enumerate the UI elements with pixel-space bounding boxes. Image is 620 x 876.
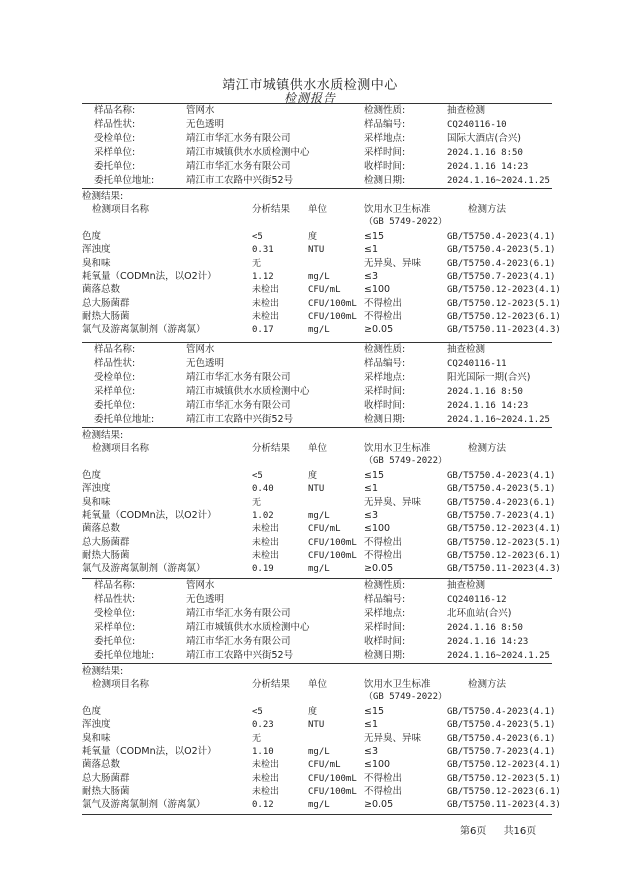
row-result: <5 [252,707,263,717]
row-item: 色度 [82,470,102,481]
row-method: GB/T5750.12-2023(4.1) [447,760,561,771]
info-label: 检测性质: [364,344,406,355]
info-value: 无色透明 [186,594,225,605]
row-standard: ≤100 [364,284,391,296]
row-unit: 度 [308,471,318,481]
row-item: 氯气及游离氯制剂（游离氯） [82,799,206,811]
row-unit: CFU/100mL [308,311,357,322]
info-value: 2024.1.16 14:23 [447,162,529,172]
row-unit: 度 [308,232,318,242]
info-value: 靖江市华汇水务有限公司 [186,161,291,172]
info-label: 采样地点: [364,372,406,383]
row-item: 耗氧量（CODMn法，以O2计） [82,509,217,521]
row-method: GB/T5750.4-2023(5.1) [447,245,556,256]
info-label: 采样时间: [364,386,406,397]
row-unit: CFU/100mL [308,298,357,309]
row-standard: 无异臭、异味 [364,732,422,744]
row-result: 未检出 [252,285,280,296]
info-label: 样品名称: [94,105,136,116]
block-top-rule [82,342,552,343]
row-unit: CFU/mL [308,285,341,296]
row-method: GB/T5750.4-2023(4.1) [447,471,556,481]
col-header-method: 检测方法 [468,679,507,690]
report-subtitle: 检测报告 [283,91,336,105]
info-label: 样品名称: [94,344,136,355]
row-item: 菌落总数 [82,759,121,771]
info-label: 受检单位: [94,608,136,619]
info-value: 2024.1.16~2024.1.25 [447,176,550,186]
row-method: GB/T5750.7-2023(4.1) [447,746,556,757]
sample-block [82,103,561,339]
row-method: GB/T5750.7-2023(4.1) [447,510,556,521]
col-header-result: 分析结果 [252,443,291,454]
row-standard: ≤3 [364,509,379,521]
info-value: 靖江市工农路中兴街52号 [186,414,294,425]
info-value: 靖江市华汇水务有限公司 [186,372,291,383]
info-bottom-rule [82,663,552,664]
row-result: 无 [252,258,262,269]
info-value: 2024.1.16 8:50 [447,148,523,158]
row-item: 浑浊度 [82,244,111,256]
row-item: 氯气及游离氯制剂（游离氯） [82,324,206,336]
row-unit: CFU/mL [308,524,341,535]
row-item: 臭和味 [82,732,111,744]
row-unit: NTU [308,484,325,495]
info-bottom-rule [82,188,552,189]
row-result: 0.17 [252,325,274,336]
row-result: 未检出 [252,786,280,797]
info-label: 样品编号: [364,119,406,130]
info-value: 靖江市华汇水务有限公司 [186,400,291,411]
info-label: 委托单位地址: [94,650,155,661]
col-header-standard-sub: （GB 5749-2022） [364,217,448,227]
col-header-method: 检测方法 [468,204,507,215]
row-result: 未检出 [252,550,280,561]
info-label: 采样单位: [94,622,136,633]
row-item: 耐热大肠菌 [82,310,130,322]
info-bottom-rule [82,427,552,428]
info-label: 收样时间: [364,400,406,411]
row-method: GB/T5750.12-2023(4.1) [447,524,561,535]
col-header-unit: 单位 [308,443,328,454]
row-item: 色度 [82,706,102,717]
row-item: 浑浊度 [82,483,111,495]
info-value: 无色透明 [186,119,225,130]
row-standard: 无异臭、异味 [364,257,422,269]
row-item: 耗氧量（CODMn法，以O2计） [82,270,217,282]
row-method: GB/T5750.4-2023(6.1) [447,733,556,744]
row-standard: ≤100 [364,759,391,771]
info-label: 样品编号: [364,358,406,369]
row-unit: CFU/mL [308,760,341,771]
page-number: 第6页 [460,826,487,837]
info-label: 委托单位: [94,161,136,172]
block-top-rule [82,578,552,579]
row-standard: ≤15 [364,706,385,717]
row-item: 总大肠菌群 [82,772,130,784]
row-result: <5 [252,232,263,242]
row-result: 未检出 [252,537,280,548]
row-unit: NTU [308,720,325,731]
row-item: 耐热大肠菌 [82,549,130,561]
row-unit: CFU/100mL [308,773,357,784]
block-top-rule [82,103,552,104]
col-header-standard: 饮用水卫生标准 [364,443,431,454]
row-unit: mg/L [308,800,330,811]
info-value: 2024.1.16~2024.1.25 [447,651,550,661]
col-header-standard: 饮用水卫生标准 [364,679,431,690]
row-result: 1.12 [252,271,274,282]
row-unit: mg/L [308,746,330,757]
row-result: 无 [252,733,262,744]
row-item: 氯气及游离氯制剂（游离氯） [82,563,206,575]
row-method: GB/T5750.4-2023(4.1) [447,707,556,717]
info-label: 受检单位: [94,133,136,144]
col-header-item: 检测项目名称 [92,679,150,690]
row-method: GB/T5750.11-2023(4.3) [447,564,561,575]
info-value: 管网水 [186,105,215,116]
row-unit: CFU/100mL [308,786,357,797]
row-standard: ≥0.05 [364,324,394,336]
row-method: GB/T5750.4-2023(5.1) [447,484,556,495]
row-item: 臭和味 [82,257,111,269]
sample-block [82,578,561,814]
row-result: 0.40 [252,484,274,495]
row-result: 0.12 [252,800,274,811]
col-header-item: 检测项目名称 [92,443,150,454]
row-method: GB/T5750.11-2023(4.3) [447,800,561,811]
row-item: 色度 [82,231,102,242]
row-standard: ≤1 [364,244,379,256]
row-result: 1.02 [252,510,274,521]
info-label: 采样地点: [364,133,406,144]
row-standard: ≤3 [364,270,379,282]
row-result: 0.19 [252,564,274,575]
row-unit: mg/L [308,271,330,282]
info-label: 委托单位地址: [94,414,155,425]
row-result: 0.31 [252,245,274,256]
info-value: 靖江市城镇供水水质检测中心 [186,147,310,158]
row-item: 菌落总数 [82,284,121,296]
row-method: GB/T5750.12-2023(5.1) [447,773,561,784]
row-result: 未检出 [252,773,280,784]
row-result: 未检出 [252,298,280,309]
info-value: CQ240116-10 [447,120,507,130]
info-label: 样品名称: [94,580,136,591]
col-header-standard: 饮用水卫生标准 [364,204,431,215]
row-method: GB/T5750.4-2023(6.1) [447,258,556,269]
info-label: 检测性质: [364,105,406,116]
row-result: 未检出 [252,524,280,535]
info-value: 无色透明 [186,358,225,369]
row-result: <5 [252,471,263,481]
row-method: GB/T5750.12-2023(5.1) [447,298,561,309]
info-label: 委托单位: [94,400,136,411]
row-unit: mg/L [308,510,330,521]
row-standard: ≤1 [364,483,379,495]
page-total: 共16页 [503,826,537,837]
info-label: 样品性状: [94,119,136,130]
row-method: GB/T5750.4-2023(6.1) [447,497,556,508]
info-label: 采样地点: [364,608,406,619]
row-standard: 不得检出 [364,297,403,309]
col-header-unit: 单位 [308,679,328,690]
info-label: 检测日期: [364,175,406,186]
info-value: 抽查检测 [447,105,486,116]
info-value: 北环血站(合兴) [447,608,512,619]
info-value: 阳光国际一期(合兴) [447,372,531,383]
row-standard: 不得检出 [364,785,403,797]
row-item: 耐热大肠菌 [82,785,130,797]
info-value: 靖江市华汇水务有限公司 [186,133,291,144]
row-item: 菌落总数 [82,523,121,535]
results-heading: 检测结果: [82,430,124,441]
info-value: 靖江市城镇供水水质检测中心 [186,386,310,397]
row-standard: ≤3 [364,745,379,757]
info-label: 收样时间: [364,636,406,647]
info-value: 抽查检测 [447,344,486,355]
row-method: GB/T5750.11-2023(4.3) [447,325,561,336]
row-method: GB/T5750.4-2023(5.1) [447,720,556,731]
row-standard: 无异臭、异味 [364,496,422,508]
row-standard: ≤100 [364,523,391,535]
row-unit: mg/L [308,325,330,336]
row-unit: NTU [308,245,325,256]
row-method: GB/T5750.12-2023(6.1) [447,786,561,797]
info-value: 靖江市城镇供水水质检测中心 [186,622,310,633]
row-item: 耗氧量（CODMn法，以O2计） [82,745,217,757]
info-value: 靖江市工农路中兴街52号 [186,650,294,661]
row-standard: 不得检出 [364,549,403,561]
row-result: 未检出 [252,760,280,771]
row-item: 总大肠菌群 [82,536,130,548]
info-value: 2024.1.16 14:23 [447,637,529,647]
row-method: GB/T5750.4-2023(4.1) [447,232,556,242]
info-value: 靖江市华汇水务有限公司 [186,608,291,619]
row-result: 未检出 [252,311,280,322]
row-result: 1.10 [252,746,274,757]
row-unit: CFU/100mL [308,537,357,548]
info-value: 靖江市工农路中兴街52号 [186,175,294,186]
row-unit: CFU/100mL [308,550,357,561]
info-label: 委托单位地址: [94,175,155,186]
page-bottom-rule [82,814,552,815]
row-standard: 不得检出 [364,536,403,548]
row-standard: 不得检出 [364,310,403,322]
info-label: 受检单位: [94,372,136,383]
row-method: GB/T5750.7-2023(4.1) [447,271,556,282]
info-value: 2024.1.16~2024.1.25 [447,415,550,425]
col-header-standard-sub: （GB 5749-2022） [364,692,448,702]
col-header-standard-sub: （GB 5749-2022） [364,456,448,466]
info-label: 收样时间: [364,161,406,172]
col-header-unit: 单位 [308,204,328,215]
info-value: 管网水 [186,580,215,591]
col-header-item: 检测项目名称 [92,204,150,215]
row-result: 无 [252,497,262,508]
report-title: 靖江市城镇供水水质检测中心 [222,78,398,93]
row-standard: ≤1 [364,719,379,731]
info-value: 2024.1.16 8:50 [447,623,523,633]
info-value: 靖江市华汇水务有限公司 [186,636,291,647]
info-label: 检测性质: [364,580,406,591]
row-item: 总大肠菌群 [82,297,130,309]
col-header-result: 分析结果 [252,204,291,215]
info-label: 采样时间: [364,147,406,158]
info-label: 采样单位: [94,147,136,158]
info-label: 采样单位: [94,386,136,397]
results-heading: 检测结果: [82,191,124,202]
row-standard: ≥0.05 [364,799,394,811]
row-method: GB/T5750.12-2023(6.1) [447,550,561,561]
row-item: 臭和味 [82,496,111,508]
info-value: CQ240116-12 [447,595,507,605]
row-item: 浑浊度 [82,719,111,731]
col-header-result: 分析结果 [252,679,291,690]
row-method: GB/T5750.12-2023(6.1) [447,311,561,322]
info-value: 抽查检测 [447,580,486,591]
info-label: 样品性状: [94,594,136,605]
info-value: 2024.1.16 8:50 [447,387,523,397]
row-standard: ≤15 [364,470,385,481]
info-label: 样品性状: [94,358,136,369]
row-method: GB/T5750.12-2023(5.1) [447,537,561,548]
info-value: CQ240116-11 [447,359,507,369]
col-header-method: 检测方法 [468,443,507,454]
info-label: 检测日期: [364,650,406,661]
row-standard: ≤15 [364,231,385,242]
row-unit: mg/L [308,564,330,575]
info-label: 检测日期: [364,414,406,425]
row-standard: 不得检出 [364,772,403,784]
row-method: GB/T5750.12-2023(4.1) [447,285,561,296]
info-value: 2024.1.16 14:23 [447,401,529,411]
row-result: 0.23 [252,720,274,731]
info-label: 样品编号: [364,594,406,605]
info-value: 国际大酒店(合兴) [447,133,521,144]
row-standard: ≥0.05 [364,563,394,575]
page-footer [460,822,550,837]
info-label: 委托单位: [94,636,136,647]
row-unit: 度 [308,707,318,717]
info-label: 采样时间: [364,622,406,633]
results-heading: 检测结果: [82,666,124,677]
sample-block [82,342,561,578]
info-value: 管网水 [186,344,215,355]
